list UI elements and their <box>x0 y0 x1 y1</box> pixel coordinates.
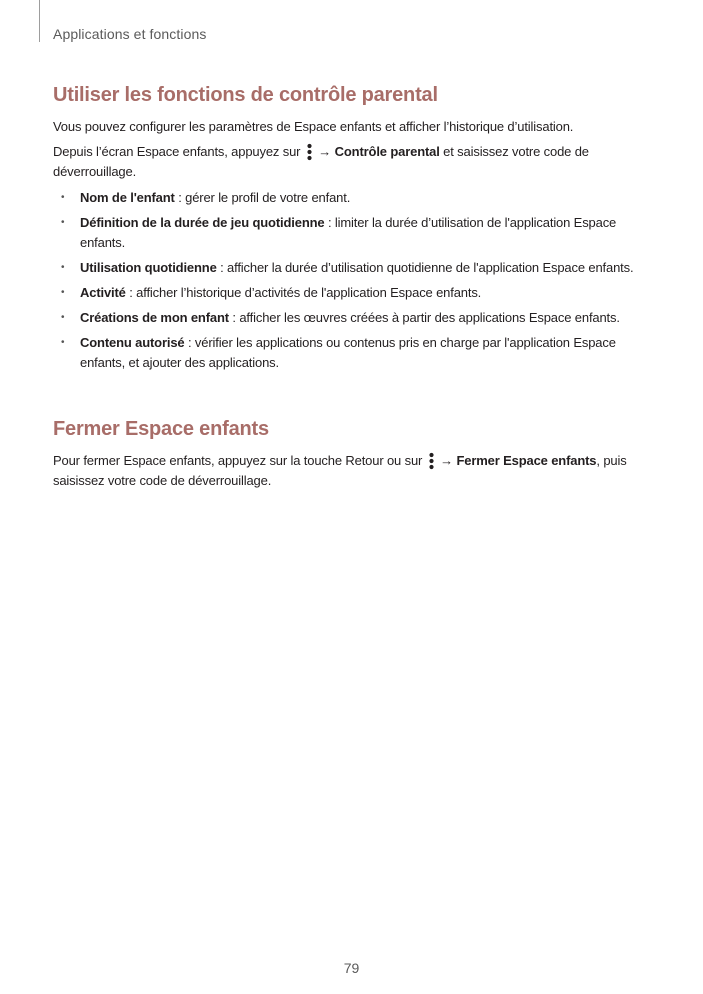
step-menu-label: Fermer Espace enfants <box>456 453 597 468</box>
step-menu-label: Contrôle parental <box>334 144 440 159</box>
list-item-term: Contenu autorisé <box>80 335 185 350</box>
step-arrow: → <box>440 453 453 468</box>
more-options-icon <box>306 142 313 162</box>
list-item <box>53 188 653 208</box>
list-item-desc: : afficher les œuvres créées à partir des applications Espace enfants. <box>228 310 620 325</box>
list-item <box>53 308 653 328</box>
list-item <box>53 333 653 373</box>
list-item-desc: : afficher la durée d’utilisation quotidienne de l'application Espace enfants. <box>216 260 634 275</box>
list-item-term: Nom de l'enfant <box>80 190 175 205</box>
list-item-desc: : gérer le profil de votre enfant. <box>174 190 351 205</box>
step-text-before: Pour fermer Espace enfants, appuyez sur la touche Retour ou sur <box>53 453 423 468</box>
list-item-term: Définition de la durée de jeu quotidienne <box>80 215 325 230</box>
list-item-desc: : vérifier les applications ou contenus pris en charge par l'application Espace enfants, et ajouter des applications. <box>80 335 616 370</box>
more-options-icon <box>428 451 435 471</box>
bullet-icon: • <box>61 262 65 273</box>
page-number: 79 <box>343 960 360 976</box>
list-item <box>53 258 653 278</box>
running-header: Applications et fonctions <box>53 26 207 42</box>
list-item <box>53 283 653 303</box>
list-item <box>53 213 653 253</box>
bullet-icon: • <box>61 337 65 348</box>
step-text-after: et saisissez votre code de déverrouillage. <box>53 144 589 179</box>
margin-rule <box>39 0 40 42</box>
bullet-icon: • <box>61 312 65 323</box>
bullet-icon: • <box>61 287 65 298</box>
step-arrow: → <box>318 144 332 159</box>
list-item-desc: : limiter la durée d’utilisation de l'application Espace enfants. <box>80 215 617 250</box>
close-step-paragraph <box>53 451 653 491</box>
parental-features-list <box>53 188 653 378</box>
step-text-before: Depuis l’écran Espace enfants, appuyez sur <box>53 144 301 159</box>
list-item-term: Utilisation quotidienne <box>80 260 217 275</box>
bullet-icon: • <box>61 192 65 203</box>
section-title-close-kids-mode: Fermer Espace enfants <box>53 418 269 440</box>
parental-step-paragraph <box>53 142 653 182</box>
list-item-term: Créations de mon enfant <box>80 310 229 325</box>
intro-paragraph: Vous pouvez configurer les paramètres de Espace enfants et afficher l’historique d’utilisation. <box>53 119 574 134</box>
bullet-icon: • <box>61 217 65 228</box>
section-title-parental-controls: Utiliser les fonctions de contrôle parental <box>53 84 438 106</box>
list-item-desc: : afficher l’historique d’activités de l'application Espace enfants. <box>125 285 482 300</box>
step-text-after: , puis saisissez votre code de déverrouillage. <box>53 453 627 488</box>
list-item-term: Activité <box>80 285 126 300</box>
